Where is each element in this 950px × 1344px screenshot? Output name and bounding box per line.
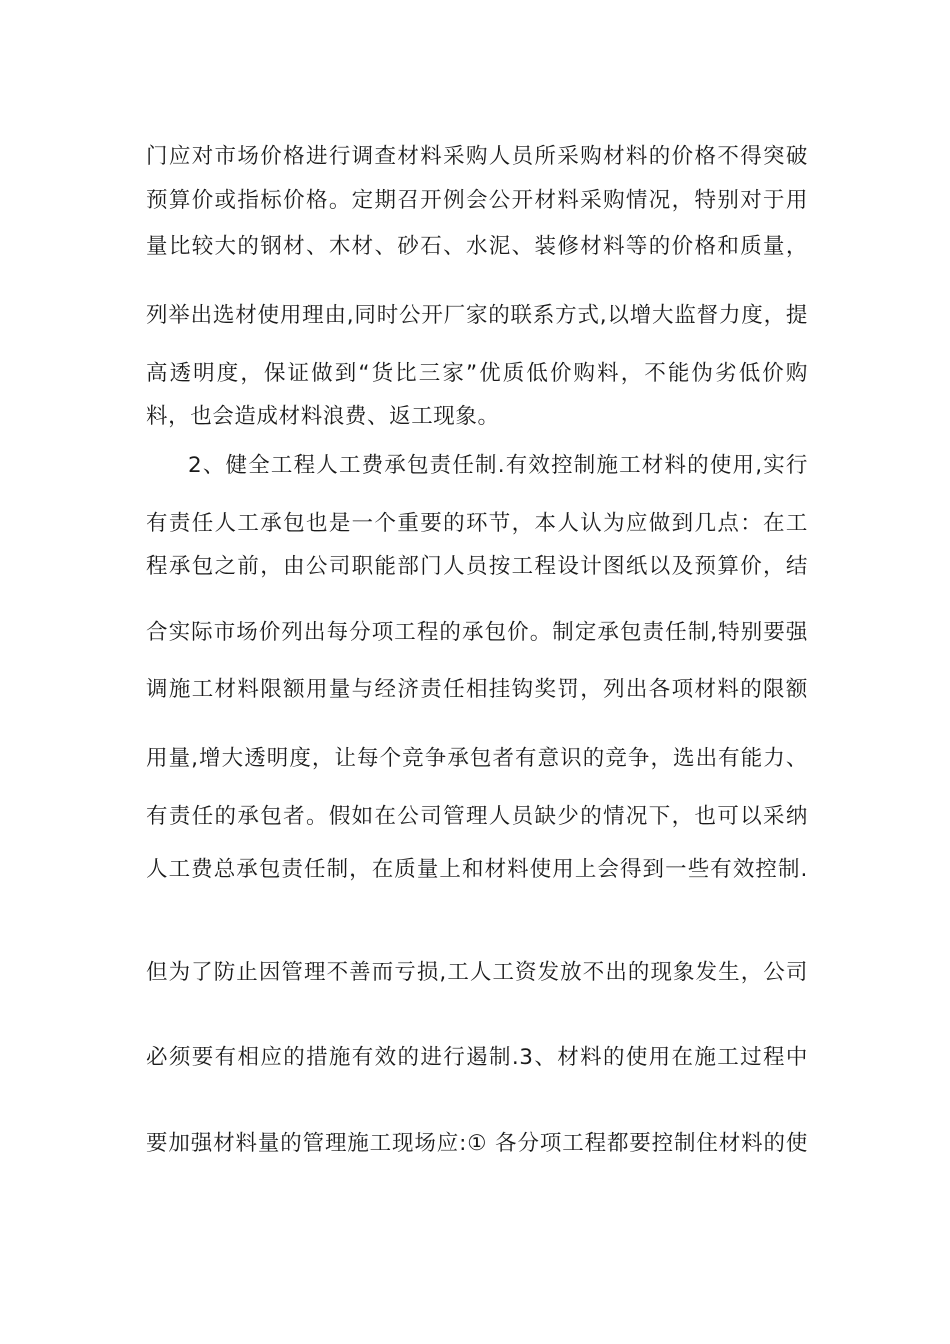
text-line: 量比较大的钢材、木材、砂石、水泥、装修材料等的价格和质量， xyxy=(146,234,808,259)
text-line: 门应对市场价格进行调查材料采购人员所采购材料的价格不得突破 xyxy=(146,144,808,169)
text-line: 调施工材料限额用量与经济责任相挂钩奖罚，列出各项材料的限额 xyxy=(146,677,808,702)
text-line: 人工费总承包责任制，在质量上和材料使用上会得到一些有效控制. xyxy=(146,857,808,882)
text-line: 预算价或指标价格。定期召开例会公开材料采购情况，特别对于用 xyxy=(146,188,808,213)
text-line: 合实际市场价列出每分项工程的承包价。制定承包责任制,特别要强 xyxy=(146,620,808,645)
section-heading-line: 2、健全工程人工费承包责任制.有效控制施工材料的使用,实行 xyxy=(188,453,808,478)
text-line: 要加强材料量的管理施工现场应:① 各分项工程都要控制住材料的使 xyxy=(146,1131,808,1156)
text-line: 有责任的承包者。假如在公司管理人员缺少的情况下，也可以采纳 xyxy=(146,804,808,829)
text-line: 高透明度，保证做到“货比三家”优质低价购料，不能伪劣低价购 xyxy=(146,361,808,386)
text-line: 料，也会造成材料浪费、返工现象。 xyxy=(146,404,500,429)
text-line: 但为了防止因管理不善而亏损,工人工资发放不出的现象发生，公司 xyxy=(146,960,808,985)
text-line: 用量,增大透明度，让每个竞争承包者有意识的竞争，选出有能力、 xyxy=(146,746,808,771)
text-line: 列举出选材使用理由,同时公开厂家的联系方式,以增大监督力度，提 xyxy=(146,303,808,328)
text-line: 必须要有相应的措施有效的进行遏制.3、材料的使用在施工过程中 xyxy=(146,1045,808,1070)
text-line: 程承包之前，由公司职能部门人员按工程设计图纸以及预算价，结 xyxy=(146,554,808,579)
text-line: 有责任人工承包也是一个重要的环节，本人认为应做到几点：在工 xyxy=(146,511,808,536)
